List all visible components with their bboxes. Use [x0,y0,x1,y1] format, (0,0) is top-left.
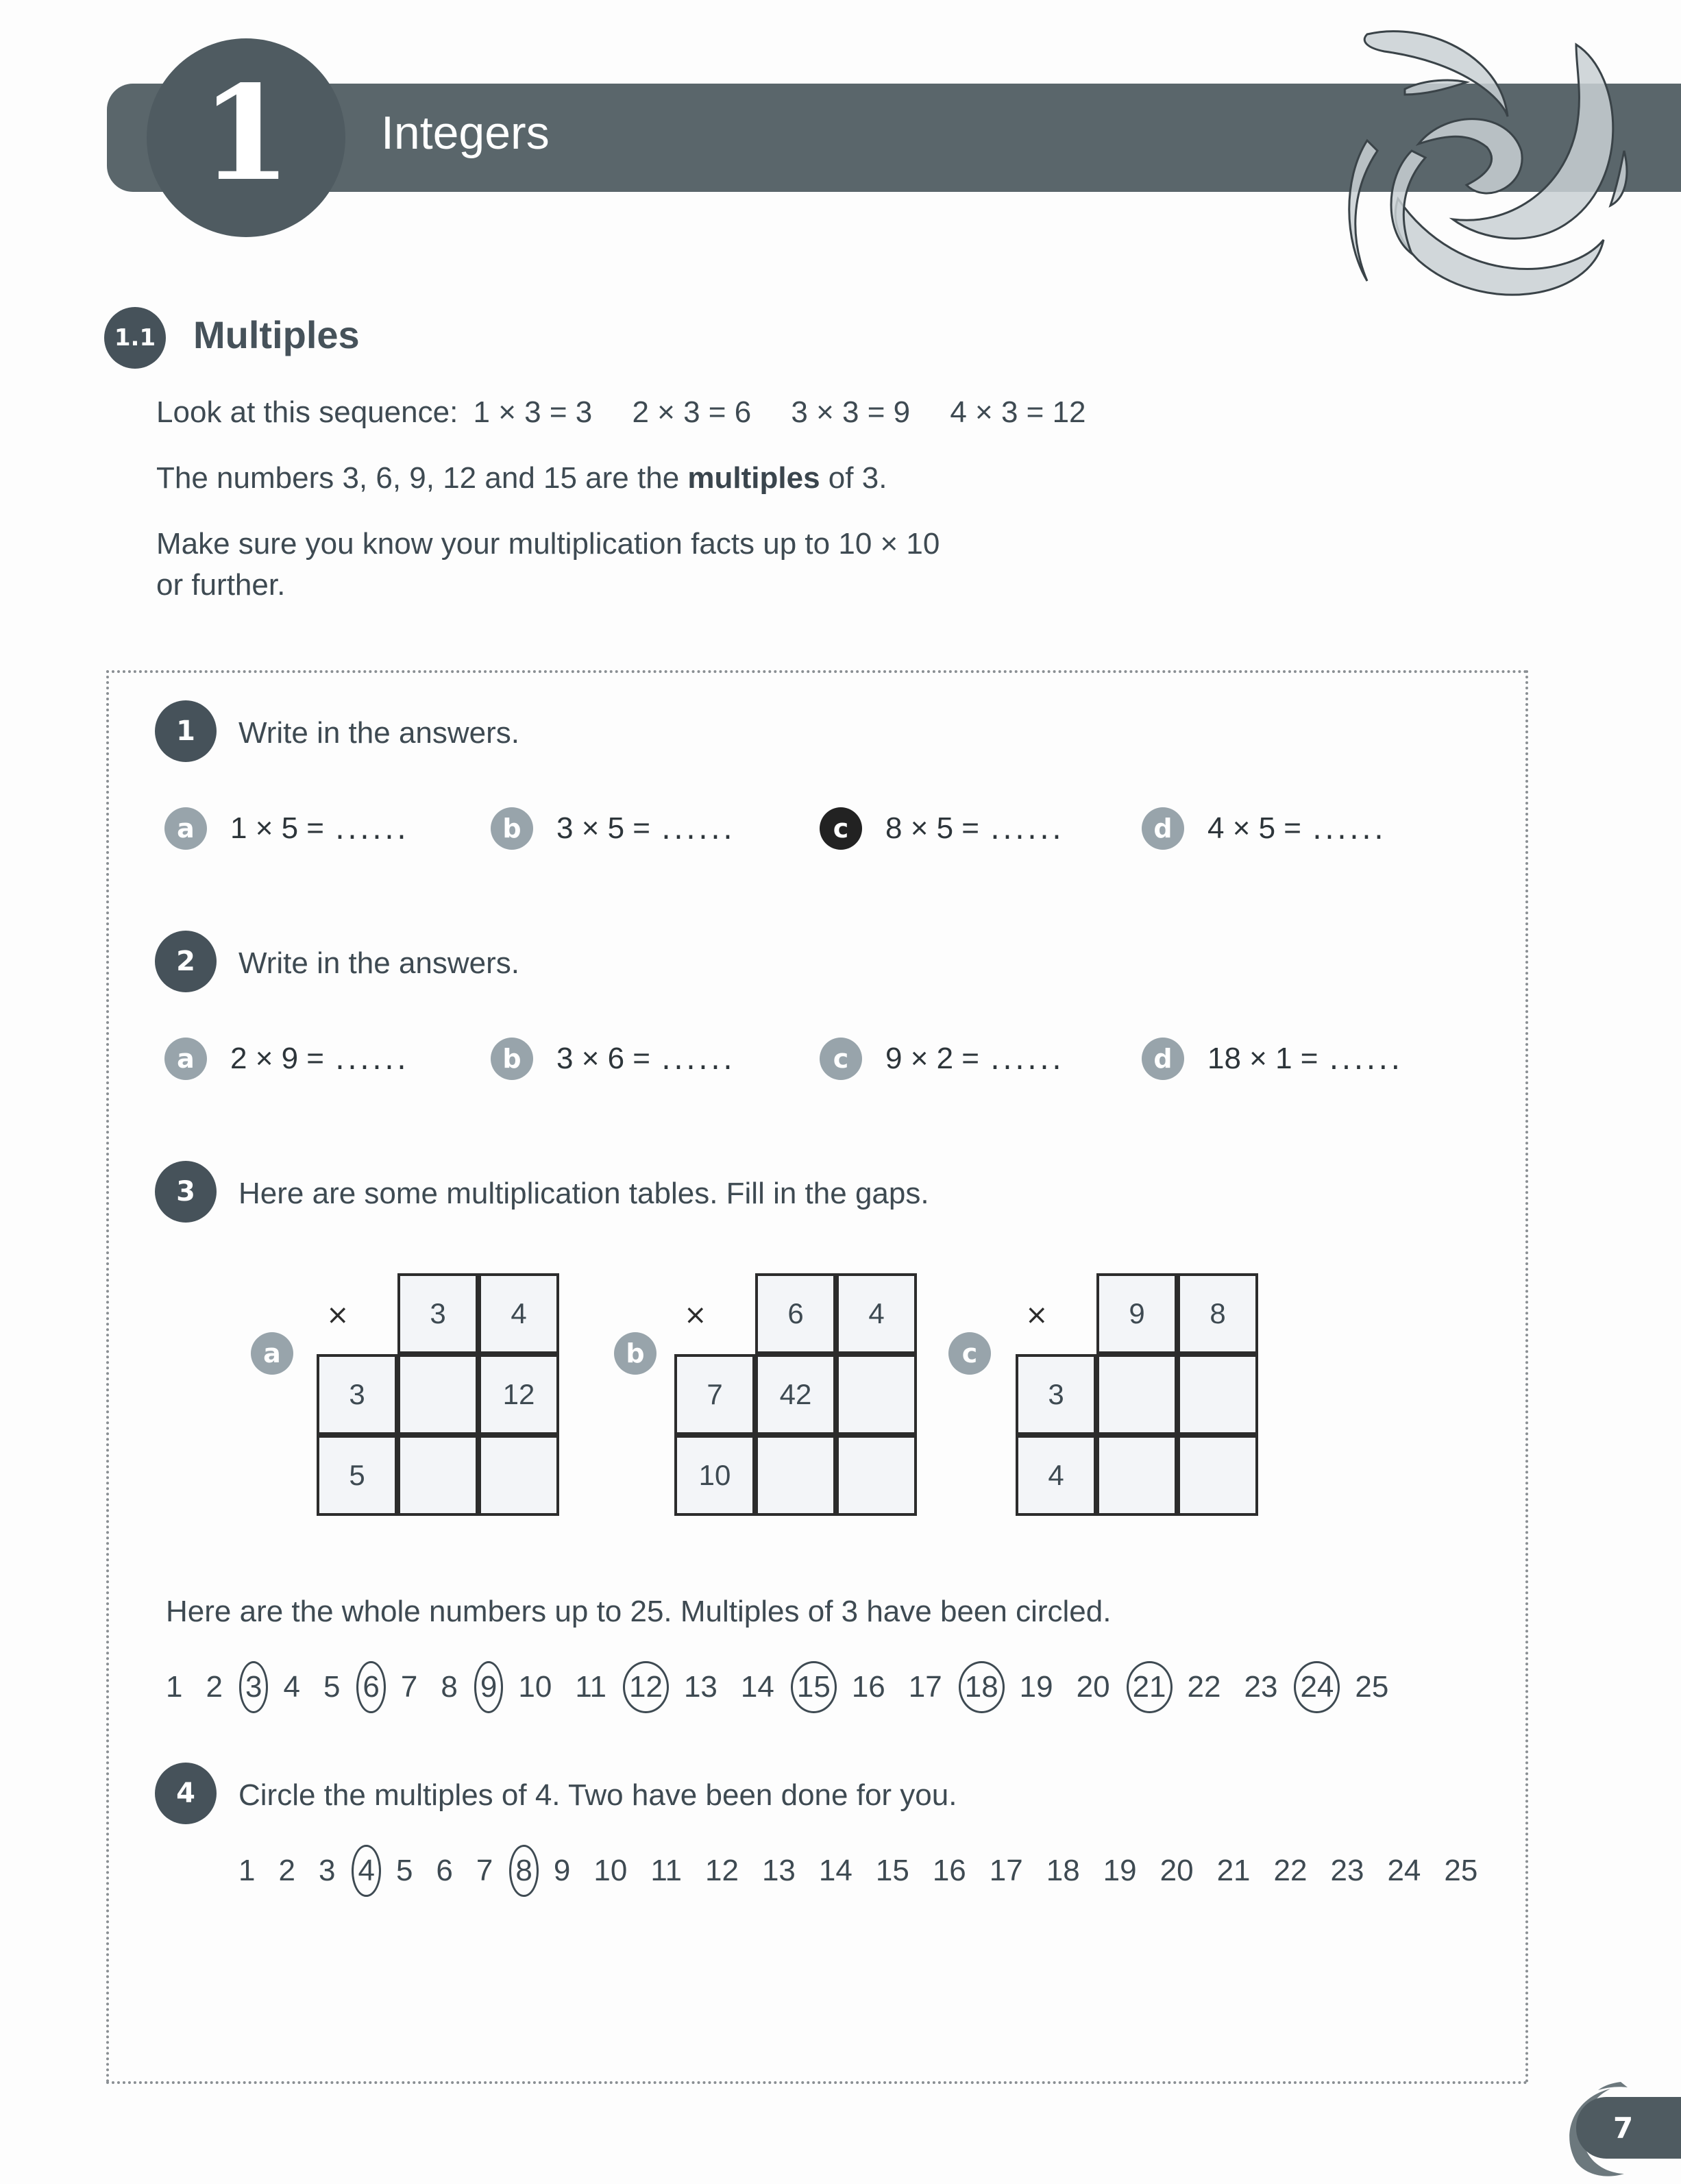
sequence-item: 4 × 3 = 12 [950,395,1086,429]
question-number-badge: 3 [155,1161,217,1223]
answer-blank[interactable]: ...... [335,811,409,846]
question-prompt: Write in the answers. [238,946,520,980]
answer-blank[interactable]: ...... [1312,811,1386,846]
part-label-badge: d [1142,807,1184,850]
chapter-title: Integers [381,107,550,159]
intro-label: Look at this sequence: [156,395,458,429]
part-expression: 1 × 5 = [230,811,325,845]
number[interactable]: 12 [705,1854,739,1887]
question-2-part-c [820,1038,1064,1080]
number-line-multiples-of-3 [166,1661,1412,1713]
part-expression: 3 × 5 = [556,811,651,845]
page-number-tab [1576,2097,1681,2159]
question-1-part-a [164,807,409,850]
number[interactable]: 8 [441,1670,458,1704]
answer-cell[interactable] [755,1435,836,1516]
answer-blank[interactable]: ...... [1329,1041,1403,1077]
question-2-part-b [491,1038,735,1080]
times-symbol: × [326,1299,349,1331]
number[interactable]: 5 [323,1670,341,1704]
column-header-cell: 6 [755,1273,836,1354]
number[interactable]: 2 [278,1854,295,1887]
answer-cell[interactable] [397,1435,478,1516]
number[interactable]: 11 [575,1670,606,1704]
answer-cell[interactable] [1096,1354,1177,1435]
number[interactable]: 11 [650,1854,682,1887]
row-header-cell: 10 [674,1435,755,1516]
number[interactable]: 1 [238,1854,256,1887]
intro-text: of 3. [828,461,887,495]
intro-text: Make sure you know your multiplication facts up to 10 × 10 [156,527,940,561]
part-expression: 3 × 6 = [556,1042,651,1075]
part-label-badge: a [164,1038,207,1080]
number[interactable]: 17 [908,1670,942,1704]
question-prompt: Circle the multiples of 4. Two have been done for you. [238,1778,957,1812]
sequence-item: 2 × 3 = 6 [632,395,752,429]
question-number-badge: 1 [155,700,217,762]
question-2-part-d [1142,1038,1403,1080]
intro-text: The numbers 3, 6, 9, 12 and 15 are the [156,461,680,495]
number[interactable]: 25 [1444,1854,1478,1887]
part-label-badge: c [820,1038,862,1080]
circled-number[interactable]: 4 [352,1845,380,1897]
table-label-badge: b [614,1332,657,1375]
number[interactable]: 13 [761,1854,796,1887]
number[interactable]: 10 [518,1670,552,1704]
times-symbol: × [684,1299,707,1331]
number[interactable]: 20 [1159,1854,1194,1887]
number[interactable]: 19 [1103,1854,1137,1887]
answer-blank[interactable]: ...... [335,1041,409,1077]
number[interactable]: 15 [875,1854,909,1887]
section-number-badge: 1.1 [104,307,166,369]
table-label-badge: a [251,1332,293,1375]
number[interactable]: 25 [1355,1670,1389,1704]
circled-number[interactable]: 6 [356,1661,385,1713]
answer-cell[interactable] [1096,1435,1177,1516]
column-header-cell: 8 [1177,1273,1258,1354]
part-label-badge: b [491,1038,533,1080]
number[interactable]: 22 [1273,1854,1308,1887]
number[interactable]: 22 [1187,1670,1221,1704]
number[interactable]: 14 [818,1854,852,1887]
number[interactable]: 5 [395,1854,413,1887]
multiples-of-3-note: Here are the whole numbers up to 25. Multiples of 3 have been circled. [166,1595,1112,1628]
question-prompt: Here are some multiplication tables. Fill in the gaps. [238,1177,929,1210]
answer-blank[interactable]: ...... [990,1041,1064,1077]
part-label-badge: c [820,807,862,850]
number[interactable]: 4 [283,1670,300,1704]
circled-number[interactable]: 12 [623,1661,669,1713]
question-1-part-c [820,807,1064,850]
part-label-badge: a [164,807,207,850]
answer-cell[interactable] [836,1435,917,1516]
number[interactable]: 24 [1387,1854,1421,1887]
circled-number[interactable]: 18 [959,1661,1005,1713]
column-header-cell: 3 [397,1273,478,1354]
number-line-multiples-of-4 [238,1845,1501,1897]
number[interactable]: 1 [166,1670,183,1704]
number[interactable]: 23 [1244,1670,1278,1704]
number[interactable]: 17 [989,1854,1023,1887]
number[interactable]: 21 [1216,1854,1251,1887]
number[interactable]: 13 [683,1670,717,1704]
answer-cell[interactable] [836,1354,917,1435]
circled-number[interactable]: 24 [1294,1661,1340,1713]
number[interactable]: 20 [1076,1670,1110,1704]
row-header-cell: 5 [317,1435,397,1516]
number[interactable]: 19 [1019,1670,1053,1704]
page-number: 7 [1613,2111,1634,2145]
intro-text: or further. [156,568,286,602]
chapter-number: 1 [200,57,292,210]
answer-blank[interactable]: ...... [990,811,1064,846]
question-number-badge: 2 [155,931,217,992]
intro-multiples-line [156,458,887,499]
question-prompt: Write in the answers. [238,716,520,750]
number[interactable]: 2 [206,1670,223,1704]
answer-cell[interactable] [1177,1435,1258,1516]
number[interactable]: 18 [1046,1854,1080,1887]
number[interactable]: 23 [1330,1854,1364,1887]
number[interactable]: 16 [932,1854,966,1887]
part-expression: 18 × 1 = [1207,1042,1318,1075]
part-expression: 2 × 9 = [230,1042,325,1075]
number[interactable]: 10 [593,1854,628,1887]
section-title: Multiples [193,313,360,356]
column-header-cell: 9 [1096,1273,1177,1354]
chapter-number-badge [147,38,345,237]
intro-sequence-line [156,392,1086,433]
number[interactable]: 9 [553,1854,571,1887]
intro-facts-line [156,524,940,606]
number[interactable]: 7 [476,1854,493,1887]
answer-cell[interactable]: 12 [478,1354,559,1435]
row-header-cell: 3 [1016,1354,1096,1435]
question-2-part-a [164,1038,409,1080]
number[interactable]: 16 [851,1670,885,1704]
question-number-badge: 4 [155,1763,217,1824]
answer-blank[interactable]: ...... [661,1041,735,1077]
column-header-cell: 4 [478,1273,559,1354]
row-header-cell: 4 [1016,1435,1096,1516]
circled-number[interactable]: 15 [791,1661,837,1713]
number[interactable]: 14 [740,1670,774,1704]
circled-number[interactable]: 8 [509,1845,538,1897]
circled-number[interactable]: 3 [239,1661,268,1713]
swirl-decoration-icon [1302,14,1681,302]
part-label-badge: d [1142,1038,1184,1080]
part-expression: 9 × 2 = [885,1042,980,1075]
times-symbol: × [1025,1299,1048,1331]
question-1-part-b [491,807,735,850]
sequence-item: 1 × 3 = 3 [473,395,593,429]
number[interactable]: 7 [400,1670,418,1704]
answer-cell[interactable] [478,1435,559,1516]
part-expression: 4 × 5 = [1207,811,1302,845]
answer-cell[interactable] [397,1354,478,1435]
answer-cell[interactable] [1177,1354,1258,1435]
intro-keyword: multiples [687,461,820,495]
number[interactable]: 6 [436,1854,453,1887]
circled-number[interactable]: 21 [1127,1661,1173,1713]
number[interactable]: 3 [318,1854,336,1887]
part-label-badge: b [491,807,533,850]
part-expression: 8 × 5 = [885,811,980,845]
table-label-badge: c [948,1332,991,1375]
circled-number[interactable]: 9 [474,1661,503,1713]
answer-cell[interactable]: 42 [755,1354,836,1435]
sequence-item: 3 × 3 = 9 [791,395,911,429]
answer-blank[interactable]: ...... [661,811,735,846]
question-1-part-d [1142,807,1386,850]
column-header-cell: 4 [836,1273,917,1354]
row-header-cell: 3 [317,1354,397,1435]
row-header-cell: 7 [674,1354,755,1435]
